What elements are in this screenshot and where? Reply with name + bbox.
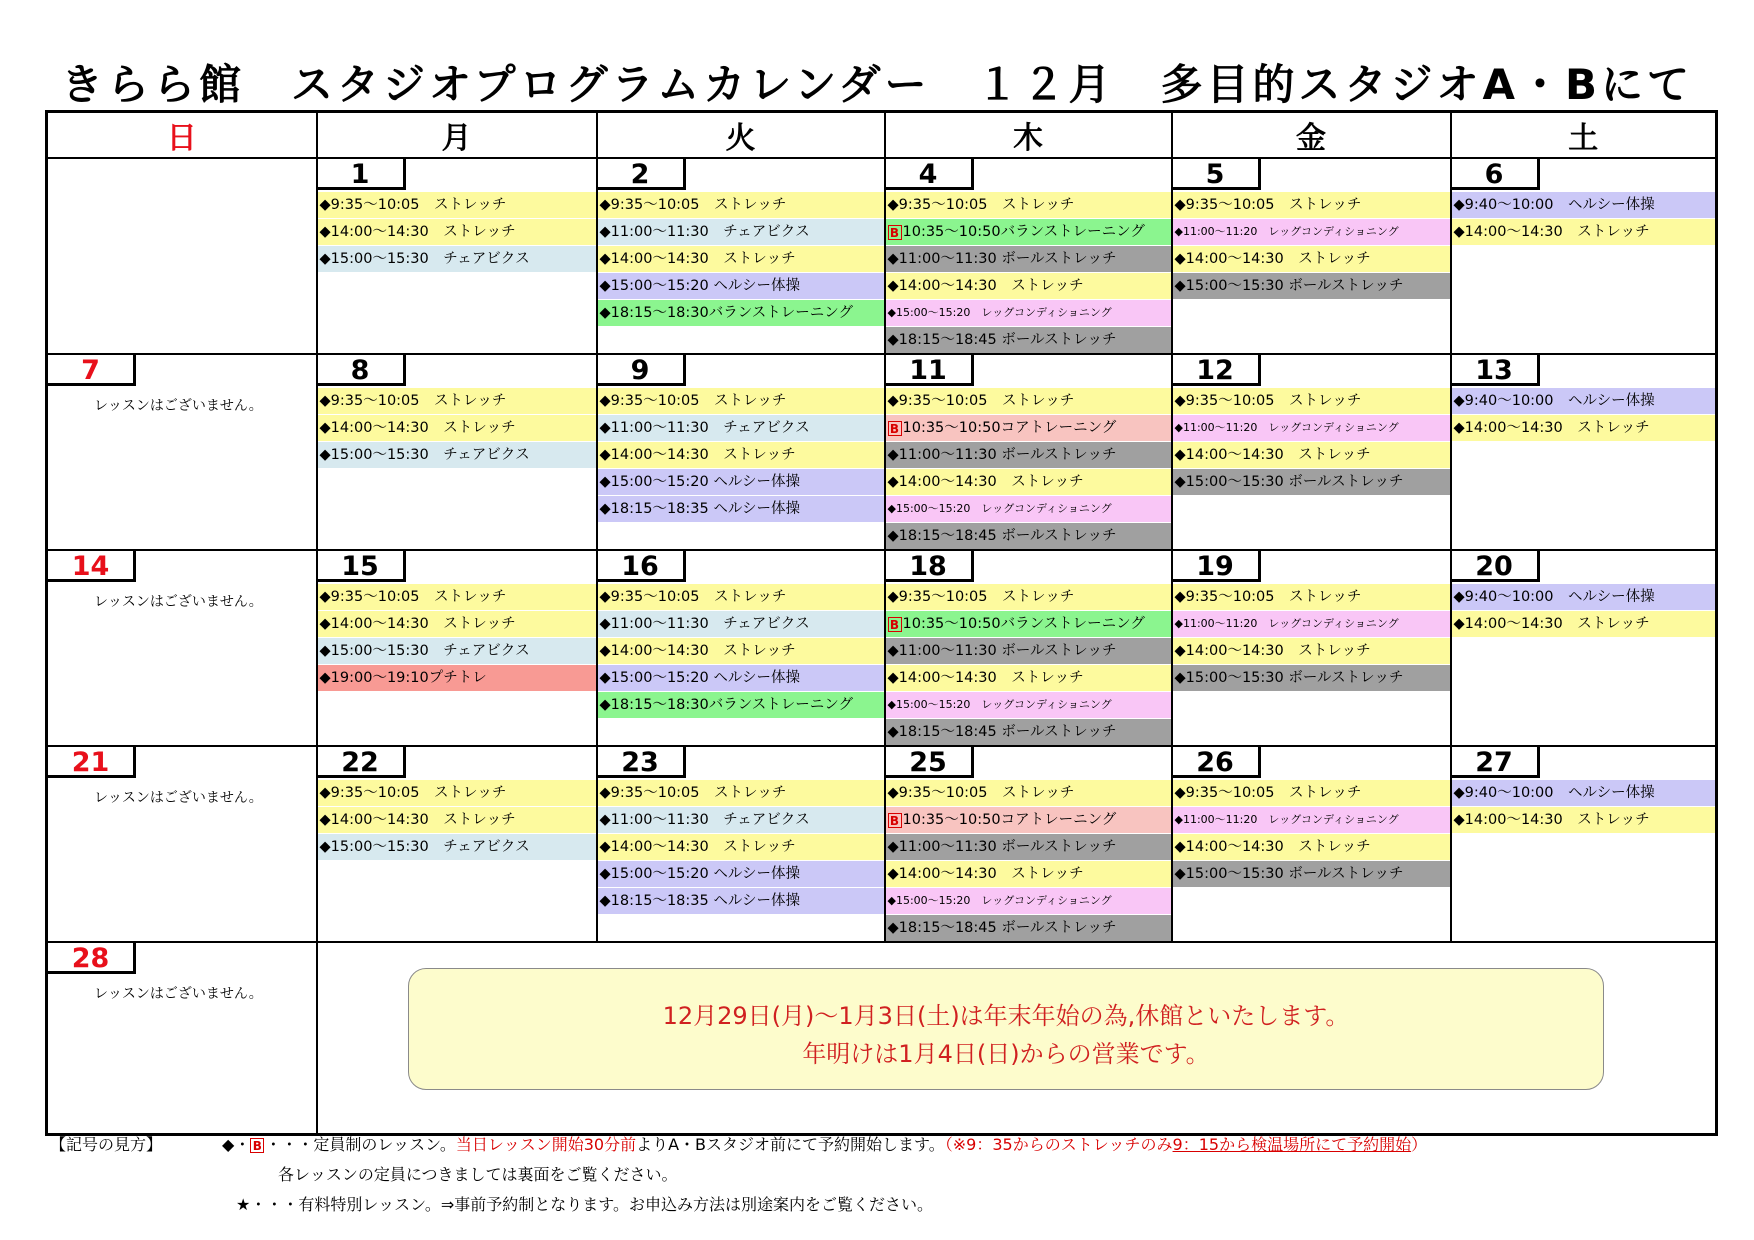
day-cell-tue	[597, 550, 885, 746]
day-number: 22	[318, 747, 406, 778]
lesson-text: ◆15:00～15:20 ヘルシー体操	[599, 670, 800, 686]
lesson-item	[318, 442, 596, 468]
lesson-item	[318, 584, 596, 610]
lesson-text: ◆19:00～19:10プチトレ	[319, 670, 487, 686]
day-number: 6	[1452, 159, 1540, 190]
lesson-item	[318, 388, 596, 414]
day-cell-mon	[317, 354, 597, 550]
lesson-item	[598, 692, 884, 718]
lesson-item	[318, 834, 596, 860]
closure-notice	[408, 968, 1604, 1090]
lesson-item	[598, 192, 884, 218]
lesson-text: ◆14:00～14:30 ストレッチ	[1174, 251, 1371, 267]
day-number: 13	[1452, 355, 1540, 386]
lesson-item	[886, 861, 1171, 887]
legend-diamond: ◆・	[222, 1135, 251, 1154]
lesson-item	[1173, 388, 1450, 414]
lesson-item	[598, 496, 884, 522]
lesson-text: ◆11:00～11:30 ボールストレッチ	[887, 251, 1117, 267]
lesson-text: ◆14:00～14:30 ストレッチ	[887, 670, 1084, 686]
lesson-item	[598, 246, 884, 272]
lesson-item	[1452, 192, 1716, 218]
lesson-text: ◆14:00～14:30 ストレッチ	[1174, 839, 1371, 855]
lesson-text: ◆9:35～10:05 ストレッチ	[319, 589, 507, 605]
lesson-text: ◆18:15～18:45 ボールストレッチ	[887, 920, 1117, 936]
day-cell-fri	[1172, 746, 1451, 942]
lesson-text: ◆14:00～14:30 ストレッチ	[1453, 224, 1650, 240]
week-row	[47, 550, 1717, 746]
lesson-text: ◆9:40～10:00 ヘルシー体操	[1453, 197, 1655, 213]
lesson-text: 10:35～10:50バランストレーニング	[902, 616, 1145, 632]
weekday-sat: 土	[1451, 112, 1717, 159]
lesson-item	[1173, 861, 1450, 887]
legend-line-2: 各レッスンの定員につきましては裏面をご覧ください。	[278, 1165, 678, 1184]
day-number: 25	[886, 747, 974, 778]
day-number: 23	[598, 747, 686, 778]
legend-line-1	[50, 1132, 1427, 1155]
lesson-text: ◆14:00～14:30 ストレッチ	[319, 420, 516, 436]
day-number: 2	[598, 159, 686, 190]
lesson-item	[886, 915, 1171, 941]
lesson-item	[1173, 584, 1450, 610]
lesson-item	[886, 807, 1171, 833]
lesson-text: ◆18:15～18:45 ボールストレッチ	[887, 528, 1117, 544]
lesson-text: ◆14:00～14:30 ストレッチ	[887, 866, 1084, 882]
week-row	[47, 158, 1717, 354]
lesson-text: ◆14:00～14:30 ストレッチ	[1174, 643, 1371, 659]
day-cell-sat	[1451, 354, 1717, 550]
day-number: 8	[318, 355, 406, 386]
lesson-text: ◆9:35～10:05 ストレッチ	[319, 393, 507, 409]
lesson-text: ◆9:35～10:05 ストレッチ	[319, 785, 507, 801]
notice-line-2: 年明けは1月4日(日)からの営業です。	[802, 1040, 1210, 1068]
lesson-text: ◆9:35～10:05 ストレッチ	[599, 785, 787, 801]
legend-red-text: 当日レッスン開始30分前	[455, 1135, 637, 1154]
lesson-item	[1452, 584, 1716, 610]
lesson-text: ◆11:00～11:30 ボールストレッチ	[887, 643, 1117, 659]
weekday-fri: 金	[1172, 112, 1451, 159]
lesson-item	[886, 300, 1171, 326]
lesson-item	[1452, 807, 1716, 833]
lesson-text: ◆11:00～11:30 チェアビクス	[599, 616, 810, 632]
lesson-text: ◆18:15～18:30バランストレーニング	[599, 305, 853, 321]
lesson-text: ◆14:00～14:30 ストレッチ	[599, 251, 796, 267]
week-row	[47, 354, 1717, 550]
lesson-text: ◆15:00～15:20 レッグコンディショニング	[887, 698, 1112, 711]
b-mark-icon: B	[888, 813, 902, 828]
lesson-text: ◆15:00～15:20 ヘルシー体操	[599, 278, 800, 294]
lesson-item	[886, 496, 1171, 522]
no-lesson-text: レッスンはございません。	[94, 986, 263, 1002]
lesson-text: ◆11:00～11:20 レッグコンディショニング	[1174, 813, 1399, 826]
page-title: きらら館 スタジオプログラムカレンダー １２月 多目的スタジオA・Bにて	[60, 60, 1694, 109]
day-cell-thu	[885, 746, 1172, 942]
lesson-item	[1173, 780, 1450, 806]
lesson-item	[318, 638, 596, 664]
lesson-text: ◆11:00～11:20 レッグコンディショニング	[1174, 421, 1399, 434]
day-number: 28	[48, 943, 136, 974]
day-number: 14	[48, 551, 136, 582]
day-number: 18	[886, 551, 974, 582]
day-cell-thu	[885, 550, 1172, 746]
lesson-text: ◆15:00～15:30 ボールストレッチ	[1174, 866, 1404, 882]
lesson-item	[886, 719, 1171, 745]
lesson-text: ◆15:00～15:30 チェアビクス	[319, 839, 530, 855]
day-cell-sun	[47, 550, 317, 746]
lesson-text: ◆9:35～10:05 ストレッチ	[599, 589, 787, 605]
lesson-item	[886, 780, 1171, 806]
lesson-item	[1173, 469, 1450, 495]
day-number: 27	[1452, 747, 1540, 778]
day-cell-mon	[317, 550, 597, 746]
lesson-text: ◆14:00～14:30 ストレッチ	[599, 839, 796, 855]
day-number: 26	[1173, 747, 1261, 778]
lesson-text: ◆9:35～10:05 ストレッチ	[1174, 393, 1362, 409]
weekday-mon: 月	[317, 112, 597, 159]
lesson-text: 10:35～10:50バランストレーニング	[902, 224, 1145, 240]
lesson-text: ◆15:00～15:30 ボールストレッチ	[1174, 278, 1404, 294]
day-cell-fri	[1172, 354, 1451, 550]
day-cell-tue	[597, 158, 885, 354]
lesson-text: ◆15:00～15:20 ヘルシー体操	[599, 474, 800, 490]
lesson-item	[1173, 192, 1450, 218]
day-number: 16	[598, 551, 686, 582]
lesson-text: ◆9:35～10:05 ストレッチ	[599, 393, 787, 409]
day-number: 12	[1173, 355, 1261, 386]
weekday-thu: 木	[885, 112, 1172, 159]
lesson-text: ◆9:35～10:05 ストレッチ	[1174, 197, 1362, 213]
day-cell-mon	[317, 158, 597, 354]
lesson-item	[318, 246, 596, 272]
lesson-item	[598, 388, 884, 414]
lesson-text: ◆9:40～10:00 ヘルシー体操	[1453, 393, 1655, 409]
lesson-text: ◆15:00～15:20 レッグコンディショニング	[887, 502, 1112, 515]
lesson-text: ◆14:00～14:30 ストレッチ	[1453, 420, 1650, 436]
lesson-item	[1173, 246, 1450, 272]
lesson-item	[886, 834, 1171, 860]
lesson-item	[598, 834, 884, 860]
notice-line-1: 12月29日(月)～1月3日(土)は年末年始の為,休館といたします。	[662, 1002, 1350, 1030]
lesson-text: ◆14:00～14:30 ストレッチ	[319, 812, 516, 828]
day-number: 5	[1173, 159, 1261, 190]
no-lesson-text: レッスンはございません。	[94, 790, 263, 806]
lesson-text: ◆18:15～18:35 ヘルシー体操	[599, 501, 800, 517]
lesson-text: ◆11:00～11:30 チェアビクス	[599, 812, 810, 828]
day-number: 7	[48, 355, 136, 386]
day-cell-sun	[47, 746, 317, 942]
lesson-text: ◆9:35～10:05 ストレッチ	[1174, 589, 1362, 605]
day-cell-thu	[885, 158, 1172, 354]
lesson-text: ◆14:00～14:30 ストレッチ	[599, 643, 796, 659]
lesson-item	[886, 415, 1171, 441]
lesson-text: ◆14:00～14:30 ストレッチ	[599, 447, 796, 463]
no-lesson-text: レッスンはございません。	[94, 594, 263, 610]
day-cell-sat	[1451, 746, 1717, 942]
week-row	[47, 746, 1717, 942]
lesson-text: ◆15:00～15:30 ボールストレッチ	[1174, 474, 1404, 490]
lesson-item	[1452, 415, 1716, 441]
lesson-item	[318, 415, 596, 441]
lesson-text: ◆9:35～10:05 ストレッチ	[887, 393, 1075, 409]
day-number: 4	[886, 159, 974, 190]
no-lesson-text: レッスンはございません。	[94, 398, 263, 414]
lesson-item	[886, 611, 1171, 637]
lesson-text: ◆15:00～15:30 チェアビクス	[319, 251, 530, 267]
lesson-item	[318, 807, 596, 833]
lesson-item	[598, 219, 884, 245]
legend-text: ・・・定員制のレッスン。	[265, 1135, 456, 1154]
b-mark-icon: B	[888, 225, 902, 240]
day-number: 1	[318, 159, 406, 190]
lesson-item	[886, 327, 1171, 353]
lesson-text: ◆9:40～10:00 ヘルシー体操	[1453, 785, 1655, 801]
lesson-text: ◆9:35～10:05 ストレッチ	[887, 589, 1075, 605]
legend-note: （※9：35からのストレッチのみ	[944, 1135, 1173, 1154]
day-number: 9	[598, 355, 686, 386]
lesson-text: ◆18:15～18:30バランストレーニング	[599, 697, 853, 713]
lesson-text: ◆11:00～11:20 レッグコンディショニング	[1174, 617, 1399, 630]
lesson-text: 10:35～10:50コアトレーニング	[902, 812, 1117, 828]
weekday-tue: 火	[597, 112, 885, 159]
lesson-text: ◆15:00～15:20 レッグコンディショニング	[887, 306, 1112, 319]
lesson-text: ◆14:00～14:30 ストレッチ	[319, 224, 516, 240]
day-number: 21	[48, 747, 136, 778]
lesson-text: ◆9:40～10:00 ヘルシー体操	[1453, 589, 1655, 605]
lesson-text: ◆9:35～10:05 ストレッチ	[887, 197, 1075, 213]
lesson-text: ◆11:00～11:30 ボールストレッチ	[887, 447, 1117, 463]
lesson-item	[598, 888, 884, 914]
lesson-item	[1173, 611, 1450, 637]
lesson-item	[1452, 611, 1716, 637]
lesson-item	[886, 665, 1171, 691]
day-cell-fri	[1172, 158, 1451, 354]
lesson-item	[598, 415, 884, 441]
lesson-item	[1173, 638, 1450, 664]
legend-note-close: ）	[1411, 1135, 1428, 1154]
lesson-item	[1173, 442, 1450, 468]
day-cell-thu	[885, 354, 1172, 550]
day-cell-sun	[47, 354, 317, 550]
lesson-text: ◆15:00～15:30 ボールストレッチ	[1174, 670, 1404, 686]
lesson-item	[886, 273, 1171, 299]
lesson-text: ◆15:00～15:30 チェアビクス	[319, 643, 530, 659]
lesson-item	[886, 638, 1171, 664]
lesson-text: ◆14:00～14:30 ストレッチ	[1453, 616, 1650, 632]
lesson-item	[598, 665, 884, 691]
lesson-item	[886, 246, 1171, 272]
lesson-text: ◆14:00～14:30 ストレッチ	[887, 278, 1084, 294]
lesson-text: ◆18:15～18:35 ヘルシー体操	[599, 893, 800, 909]
lesson-item	[886, 888, 1171, 914]
lesson-item	[318, 192, 596, 218]
day-number: 20	[1452, 551, 1540, 582]
day-cell-fri	[1172, 550, 1451, 746]
lesson-item	[318, 219, 596, 245]
lesson-item	[598, 807, 884, 833]
day-cell-sat	[1451, 158, 1717, 354]
b-mark-icon: B	[250, 1138, 264, 1153]
lesson-text: ◆9:35～10:05 ストレッチ	[319, 197, 507, 213]
lesson-item	[886, 219, 1171, 245]
lesson-text: ◆15:00～15:20 レッグコンディショニング	[887, 894, 1112, 907]
lesson-item	[598, 638, 884, 664]
legend-note-underlined: 9：15から検温場所にて予約開始	[1172, 1135, 1412, 1154]
lesson-item	[318, 611, 596, 637]
lesson-item	[886, 469, 1171, 495]
lesson-item	[598, 780, 884, 806]
lesson-item	[318, 665, 596, 691]
legend-text-2: よりA・Bスタジオ前にて予約開始します。	[636, 1135, 945, 1154]
lesson-text: ◆9:35～10:05 ストレッチ	[1174, 785, 1362, 801]
lesson-item	[598, 442, 884, 468]
lesson-text: ◆18:15～18:45 ボールストレッチ	[887, 724, 1117, 740]
lesson-item	[598, 469, 884, 495]
weekday-header-row	[47, 112, 1717, 159]
legend-line-3: ★・・・有料特別レッスン。⇒事前予約制となります。お申込み方法は別途案内をご覧ください。	[236, 1195, 934, 1214]
lesson-item	[886, 692, 1171, 718]
lesson-text: ◆14:00～14:30 ストレッチ	[1453, 812, 1650, 828]
lesson-text: ◆15:00～15:20 ヘルシー体操	[599, 866, 800, 882]
day-cell-mon	[317, 746, 597, 942]
lesson-item	[598, 611, 884, 637]
lesson-text: ◆15:00～15:30 チェアビクス	[319, 447, 530, 463]
lesson-text: ◆9:35～10:05 ストレッチ	[599, 197, 787, 213]
day-cell-sun	[47, 158, 317, 354]
lesson-text: ◆18:15～18:45 ボールストレッチ	[887, 332, 1117, 348]
lesson-item	[1173, 415, 1450, 441]
lesson-item	[1173, 665, 1450, 691]
b-mark-icon: B	[888, 421, 902, 436]
lesson-item	[598, 584, 884, 610]
lesson-text: ◆9:35～10:05 ストレッチ	[887, 785, 1075, 801]
lesson-text: ◆11:00～11:20 レッグコンディショニング	[1174, 225, 1399, 238]
lesson-item	[1173, 807, 1450, 833]
day-cell-sun	[47, 942, 317, 1135]
lesson-text: ◆11:00～11:30 チェアビクス	[599, 224, 810, 240]
lesson-text: ◆11:00～11:30 ボールストレッチ	[887, 839, 1117, 855]
lesson-item	[1452, 388, 1716, 414]
day-number: 19	[1173, 551, 1261, 582]
lesson-item	[598, 273, 884, 299]
lesson-item	[1173, 219, 1450, 245]
lesson-item	[886, 192, 1171, 218]
lesson-item	[598, 861, 884, 887]
lesson-item	[1452, 219, 1716, 245]
day-cell-tue	[597, 746, 885, 942]
weekday-sun: 日	[47, 112, 317, 159]
day-number: 15	[318, 551, 406, 582]
lesson-item	[886, 388, 1171, 414]
day-cell-tue	[597, 354, 885, 550]
day-cell-sat	[1451, 550, 1717, 746]
lesson-text: ◆14:00～14:30 ストレッチ	[1174, 447, 1371, 463]
lesson-item	[598, 300, 884, 326]
b-mark-icon: B	[888, 617, 902, 632]
lesson-text: ◆14:00～14:30 ストレッチ	[319, 616, 516, 632]
lesson-text: ◆11:00～11:30 チェアビクス	[599, 420, 810, 436]
lesson-item	[1452, 780, 1716, 806]
lesson-text: 10:35～10:50コアトレーニング	[902, 420, 1117, 436]
legend-heading: 【記号の見方】	[50, 1135, 163, 1154]
lesson-item	[886, 442, 1171, 468]
lesson-item	[318, 780, 596, 806]
day-number: 11	[886, 355, 974, 386]
lesson-item	[1173, 834, 1450, 860]
lesson-text: ◆14:00～14:30 ストレッチ	[887, 474, 1084, 490]
lesson-item	[886, 584, 1171, 610]
lesson-item	[886, 523, 1171, 549]
lesson-item	[1173, 273, 1450, 299]
